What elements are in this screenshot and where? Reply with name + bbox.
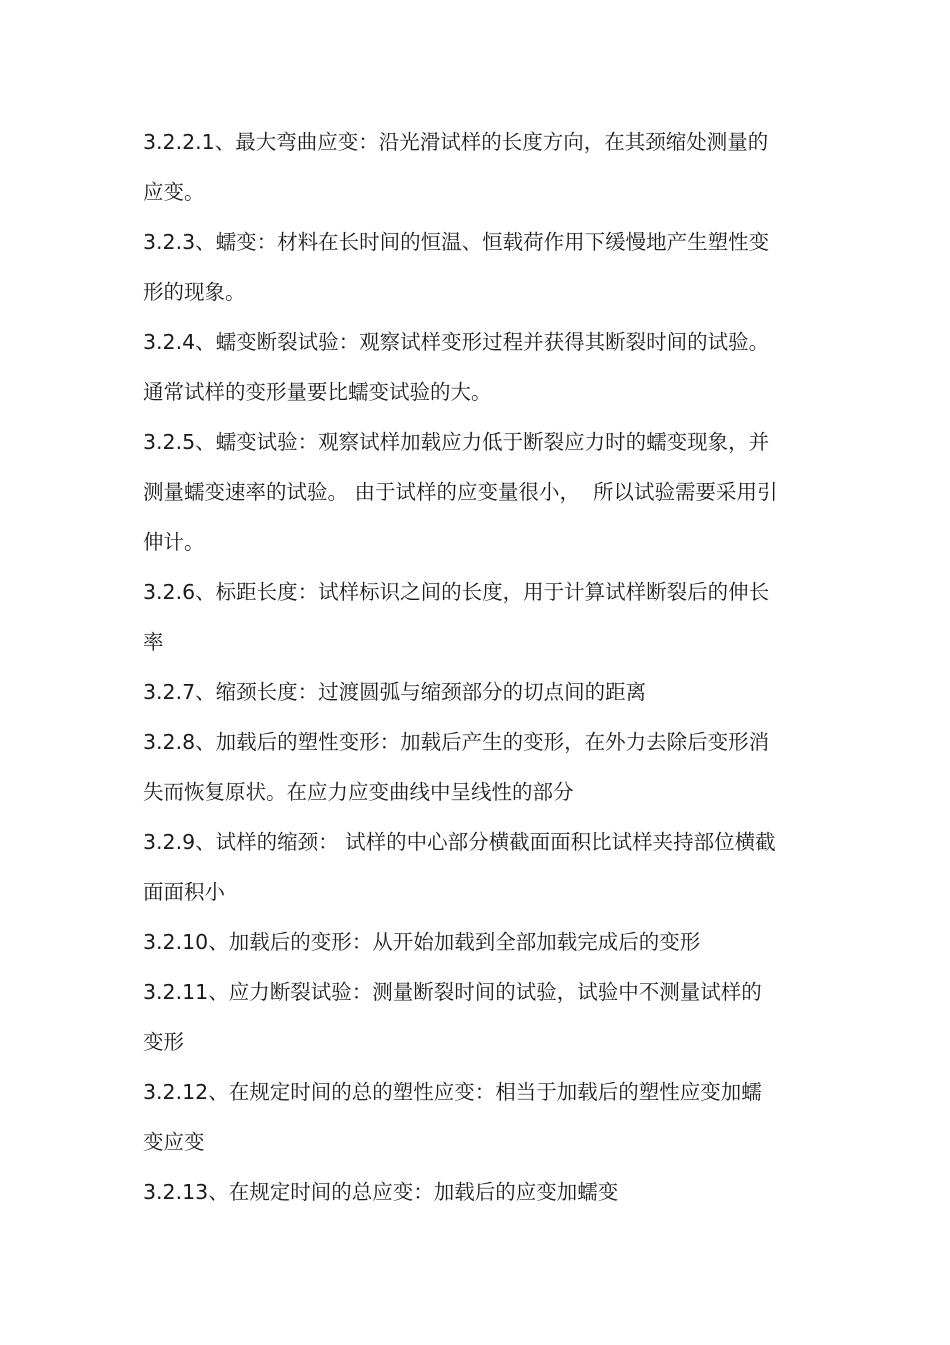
- text-line: 3.2.9、试样的缩颈： 试样的中心部分横截面面积比试样夹持部位横截: [143, 830, 776, 854]
- text-line: 率: [143, 630, 164, 654]
- text-line: 3.2.12、在规定时间的总的塑性应变：相当于加载后的塑性应变加蠕: [143, 1080, 762, 1104]
- text-line: 测量蠕变速率的试验。 由于试样的应变量很小， 所以试验需要采用引: [143, 480, 778, 504]
- text-line: 3.2.2.1、最大弯曲应变：沿光滑试样的长度方向，在其颈缩处测量的: [143, 130, 769, 154]
- text-line: 变应变: [143, 1130, 205, 1154]
- text-line: 面面积小: [143, 880, 225, 904]
- text-line: 3.2.4、蠕变断裂试验：观察试样变形过程并获得其断裂时间的试验。: [143, 330, 770, 354]
- text-line: 伸计。: [143, 530, 205, 554]
- text-line: 形的现象。: [143, 280, 246, 304]
- text-line: 3.2.3、蠕变：材料在长时间的恒温、恒载荷作用下缓慢地产生塑性变: [143, 230, 770, 254]
- text-line: 3.2.11、应力断裂试验：测量断裂时间的试验，试验中不测量试样的: [143, 980, 762, 1004]
- text-line: 3.2.10、加载后的变形：从开始加载到全部加载完成后的变形: [143, 930, 701, 954]
- text-line: 通常试样的变形量要比蠕变试验的大。: [143, 380, 492, 404]
- text-line: 失而恢复原状。在应力应变曲线中呈线性的部分: [143, 780, 574, 804]
- text-line: 3.2.7、缩颈长度：过渡圆弧与缩颈部分的切点间的距离: [143, 680, 647, 704]
- document-body: [143, 117, 808, 1217]
- text-line: 3.2.8、加载后的塑性变形：加载后产生的变形，在外力去除后变形消: [143, 730, 770, 754]
- text-line: 3.2.6、标距长度：试样标识之间的长度，用于计算试样断裂后的伸长: [143, 580, 770, 604]
- text-line: 3.2.5、蠕变试验：观察试样加载应力低于断裂应力时的蠕变现象，并: [143, 430, 770, 454]
- text-line: 3.2.13、在规定时间的总应变：加载后的应变加蠕变: [143, 1180, 619, 1204]
- text-line: 应变。: [143, 180, 205, 204]
- text-line: 变形: [143, 1030, 184, 1054]
